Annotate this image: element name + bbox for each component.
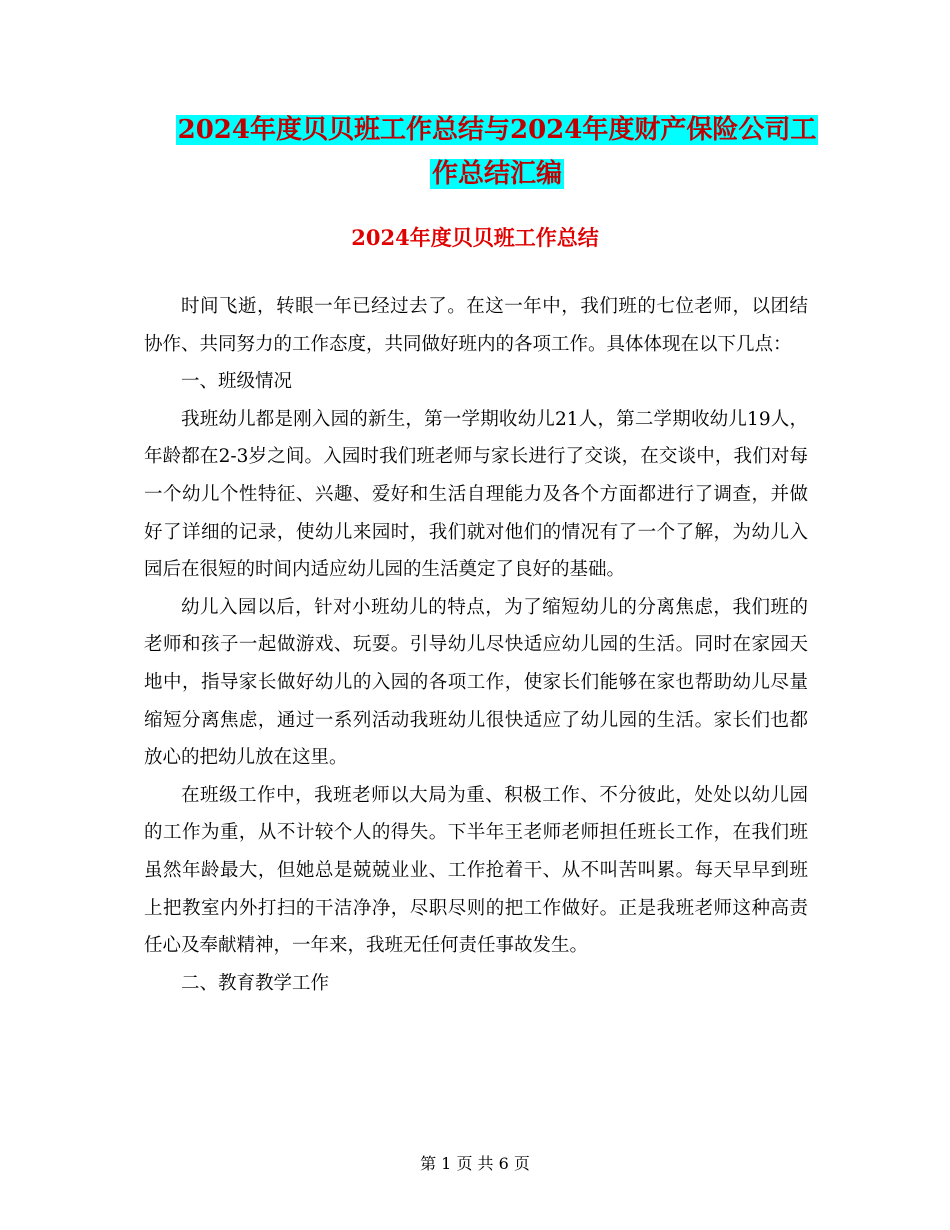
document-body [144,288,808,1002]
paragraph-adaptation: 幼儿入园以后，针对小班幼儿的特点，为了缩短幼儿的分离焦虑，我们班的老师和孩子一起做游戏、玩耍。引导幼儿尽快适应幼儿园的生活。同时在家园天地中，指导家长做好幼儿的入园的各项工作，使家长们能够在家也帮助幼儿尽量缩短分离焦虑，通过一系列活动我班幼儿很快适应了幼儿园的生活。家长们也都放心的把幼儿放在这里。 [144,596,808,769]
paragraph-class-info: 我班幼儿都是刚入园的新生，第一学期收幼儿21人，第二学期收幼儿19人，年龄都在2-3岁之间。入园时我们班老师与家长进行了交谈，在交谈中，我们对每一个幼儿个性特征、兴趣、爱好和生活自理能力及各个方面都进行了调查，并做好了详细的记录，使幼儿来园时，我们就对他们的情况有了一个了解，为幼儿入园后在很短的时间内适应幼儿园的生活奠定了良好的基础。 [144,408,808,581]
title-highlight-1: 2024年度贝贝班工作总结与2024年度财产保险公司工 [177,115,817,145]
section-heading-teaching: 二、教育教学工作 [181,972,330,994]
section-title: 2024年度贝贝班工作总结 [351,225,599,250]
title-highlight-2: 作总结汇编 [431,159,562,189]
document-title-line-1 [140,108,854,152]
page-footer: 第 1 页 共 6 页 [420,1154,530,1173]
paragraph-intro: 时间飞逝，转眼一年已经过去了。在这一年中，我们班的七位老师，以团结协作、共同努力的工作态度，共同做好班内的各项工作。具体体现在以下几点： [144,296,808,355]
document-title-line-2 [140,152,854,196]
paragraph-class-work: 在班级工作中，我班老师以大局为重、积极工作、不分彼此，处处以幼儿园的工作为重，从不计较个人的得失。下半年王老师老师担任班长工作，在我们班虽然年龄最大，但她总是兢兢业业、工作抢着干、从不叫苦叫累。每天早早到班上把教室内外打扫的干洁净净，尽职尽则的把工作做好。正是我班老师这种高责任心及奉献精神，一年来，我班无任何责任事故发生。 [144,784,808,957]
section-heading-class-situation: 一、班级情况 [181,371,293,393]
